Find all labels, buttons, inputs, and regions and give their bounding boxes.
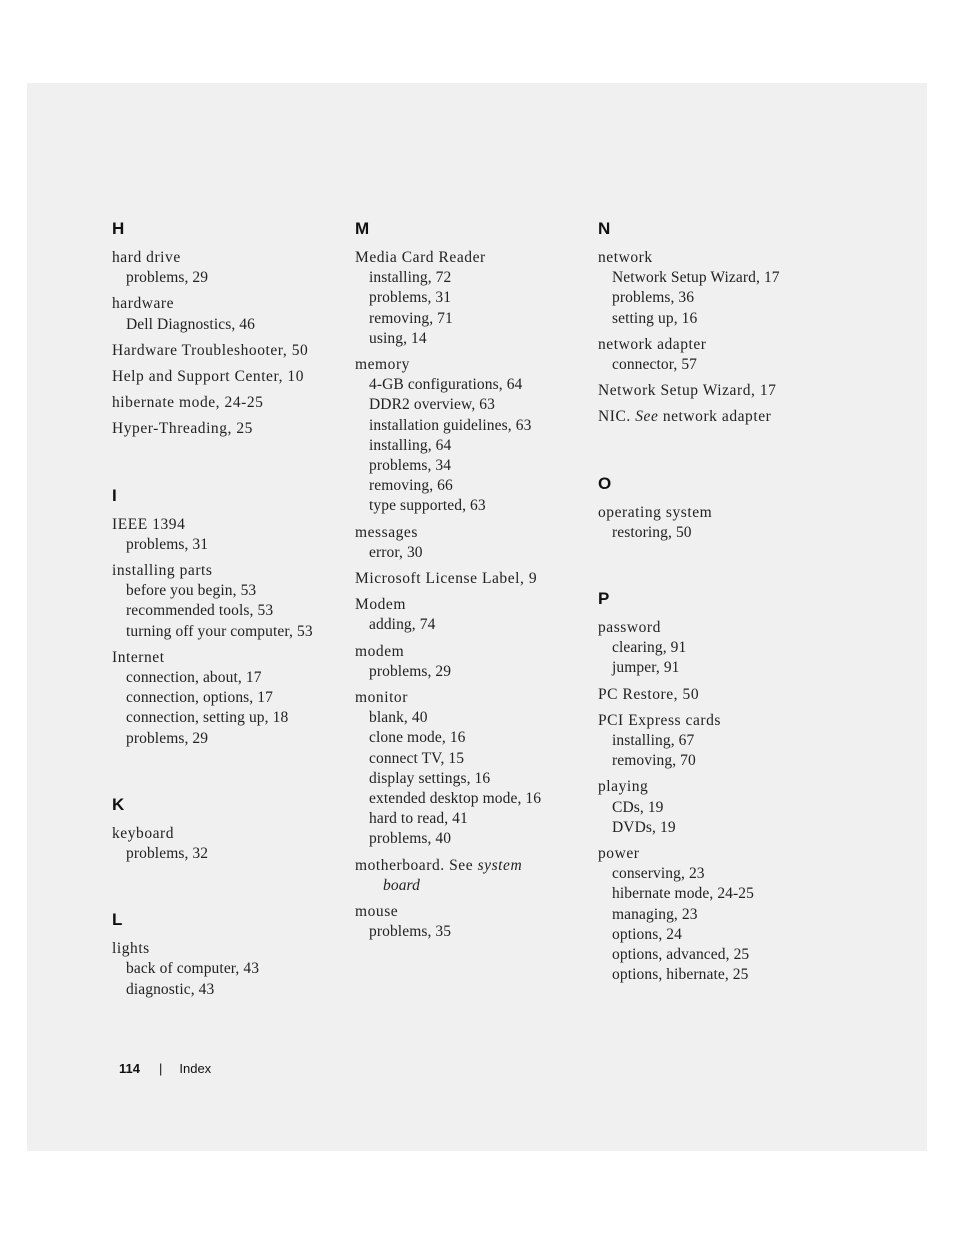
index-subentry: hibernate mode, 24-25	[612, 885, 754, 903]
index-entry	[112, 824, 352, 864]
index-subentry: problems, 31	[369, 289, 452, 307]
index-entry	[598, 381, 838, 401]
index-entry	[112, 561, 352, 642]
index-entry	[598, 618, 838, 679]
index-subentry: adding, 74	[369, 616, 436, 634]
index-subentry: options, hibernate, 25	[612, 966, 749, 984]
section-letter: M	[355, 219, 370, 238]
index-subentry: conserving, 23	[612, 865, 705, 883]
index-subentry: problems, 34	[369, 457, 452, 475]
index-term: network	[598, 249, 653, 266]
index-term: hard drive	[112, 249, 181, 266]
index-term: PCI Express cards	[598, 711, 721, 729]
index-entry	[112, 341, 352, 361]
index-subentry: type supported, 63	[369, 497, 486, 515]
index-subentry: clone mode, 16	[369, 729, 466, 747]
index-subentry: installation guidelines, 63	[369, 416, 532, 434]
index-term: network adapter	[598, 335, 707, 353]
index-subentry: DVDs, 19	[612, 818, 676, 836]
index-term: messages	[355, 523, 418, 541]
index-section-n	[598, 219, 838, 428]
index-subentry: extended desktop mode, 16	[369, 790, 542, 808]
index-subentry: options, advanced, 25	[612, 946, 750, 964]
see-word: See	[635, 408, 659, 426]
index-term: Help and Support Center, 10	[112, 368, 305, 386]
index-subentry: restoring, 50	[612, 523, 692, 541]
cross-reference-continued: board	[383, 876, 420, 894]
section-letter: I	[112, 485, 117, 505]
index-entry	[112, 393, 352, 413]
section-letter: O	[598, 473, 612, 493]
cross-reference: network adapter	[662, 408, 772, 426]
index-term: playing	[598, 778, 649, 796]
index-term: Internet	[112, 648, 165, 666]
index-entry	[598, 503, 838, 543]
index-subentry: diagnostic, 43	[126, 980, 215, 998]
index-subentry: recommended tools, 53	[126, 602, 274, 620]
index-term: keyboard	[112, 824, 175, 842]
index-subentry: problems, 32	[126, 845, 209, 863]
index-column-3	[598, 219, 838, 1031]
index-term: monitor	[355, 689, 408, 707]
index-section-k	[112, 795, 352, 864]
index-term: modem	[355, 642, 405, 660]
index-term: Hyper-Threading, 25	[112, 420, 253, 438]
index-term: power	[598, 845, 640, 863]
index-entry	[598, 248, 838, 329]
term-text: motherboard. See	[355, 856, 474, 874]
index-section-m	[355, 219, 595, 943]
section-letter: N	[598, 219, 611, 238]
index-subentry: problems, 29	[126, 729, 209, 747]
index-entry	[355, 856, 595, 896]
index-entry	[355, 248, 595, 349]
index-term: Microsoft License Label, 9	[355, 570, 538, 588]
index-subentry: managing, 23	[612, 905, 698, 923]
index-term: operating system	[598, 503, 713, 521]
index-section-h	[112, 219, 352, 440]
index-entry	[598, 685, 838, 705]
index-section-p	[598, 589, 838, 985]
index-subentry: problems, 29	[369, 662, 452, 680]
index-subentry: clearing, 91	[612, 639, 687, 657]
footer-separator: |	[158, 1061, 163, 1076]
index-subentry: DDR2 overview, 63	[369, 396, 495, 414]
index-subentry: connector, 57	[612, 356, 698, 374]
page-number: 114	[119, 1061, 140, 1076]
index-subentry: installing, 72	[369, 269, 452, 287]
index-subentry: Network Setup Wizard, 17	[612, 269, 780, 287]
index-subentry: removing, 71	[369, 309, 453, 327]
index-column-1	[112, 219, 352, 1046]
index-subentry: installing, 67	[612, 732, 695, 750]
index-subentry: connect TV, 15	[369, 749, 465, 767]
index-term: memory	[355, 356, 410, 374]
index-subentry: setting up, 16	[612, 309, 698, 327]
index-term: hibernate mode, 24-25	[112, 394, 264, 412]
index-entry	[112, 515, 352, 555]
index-subentry: connection, setting up, 18	[126, 709, 289, 727]
index-subentry: connection, about, 17	[126, 669, 262, 687]
index-subentry: CDs, 19	[612, 798, 664, 816]
index-subentry: jumper, 91	[612, 659, 680, 677]
index-entry	[112, 367, 352, 387]
index-entry	[598, 844, 838, 985]
index-term: IEEE 1394	[112, 515, 186, 533]
section-letter: L	[112, 910, 123, 930]
index-term: hardware	[112, 295, 175, 313]
index-entry	[355, 569, 595, 589]
index-subentry: removing, 66	[369, 477, 453, 495]
index-subentry: back of computer, 43	[126, 960, 260, 978]
index-entry	[112, 419, 352, 439]
index-term: lights	[112, 940, 150, 958]
section-letter: H	[112, 219, 125, 238]
index-subentry: removing, 70	[612, 752, 696, 770]
index-entry	[355, 595, 595, 635]
index-subentry: problems, 31	[126, 535, 209, 553]
index-term: password	[598, 619, 661, 637]
index-entry	[112, 648, 352, 749]
index-subentry: display settings, 16	[369, 769, 491, 787]
index-term: PC Restore, 50	[598, 685, 700, 703]
index-entry	[112, 939, 352, 1000]
index-subentry: connection, options, 17	[126, 689, 273, 707]
index-entry	[598, 711, 838, 772]
index-term: mouse	[355, 903, 399, 921]
index-subentry: problems, 29	[126, 269, 209, 287]
index-subentry: using, 14	[369, 329, 427, 347]
index-entry	[112, 294, 352, 334]
index-section-i	[112, 486, 352, 749]
index-term: installing parts	[112, 562, 213, 580]
index-term: Modem	[355, 596, 406, 614]
index-subentry: blank, 40	[369, 709, 428, 727]
index-entry	[598, 335, 838, 375]
index-entry	[355, 642, 595, 682]
index-column-2	[355, 219, 595, 989]
index-entry	[355, 523, 595, 563]
index-subentry: 4-GB configurations, 64	[369, 376, 523, 394]
index-entry	[598, 777, 838, 838]
index-term	[355, 856, 595, 876]
index-term: Media Card Reader	[355, 249, 486, 266]
index-term: Hardware Troubleshooter, 50	[112, 341, 309, 359]
section-letter: P	[598, 589, 610, 609]
index-subentry: options, 24	[612, 925, 682, 943]
index-subentry: error, 30	[369, 543, 423, 561]
index-subentry: problems, 40	[369, 830, 452, 848]
index-subentry: problems, 35	[369, 923, 452, 941]
index-term	[598, 407, 838, 427]
index-subentry: turning off your computer, 53	[126, 622, 313, 640]
index-subentry: Dell Diagnostics, 46	[126, 315, 255, 333]
index-section-o	[598, 474, 838, 543]
index-subentry: before you begin, 53	[126, 582, 257, 600]
term-text: NIC.	[598, 408, 631, 426]
page-footer	[119, 1061, 211, 1076]
index-subentry: installing, 64	[369, 436, 452, 454]
index-entry	[355, 355, 595, 517]
index-entry	[112, 248, 352, 288]
index-subentry: problems, 36	[612, 289, 695, 307]
index-term: Network Setup Wizard, 17	[598, 382, 777, 400]
index-page	[27, 83, 927, 1151]
index-entry	[355, 688, 595, 850]
index-section-l	[112, 910, 352, 1000]
index-subentry: hard to read, 41	[369, 810, 468, 828]
index-entry	[598, 407, 838, 427]
index-entry	[355, 902, 595, 942]
footer-section-title: Index	[179, 1061, 212, 1076]
cross-reference: system	[477, 856, 523, 874]
section-letter: K	[112, 794, 125, 814]
